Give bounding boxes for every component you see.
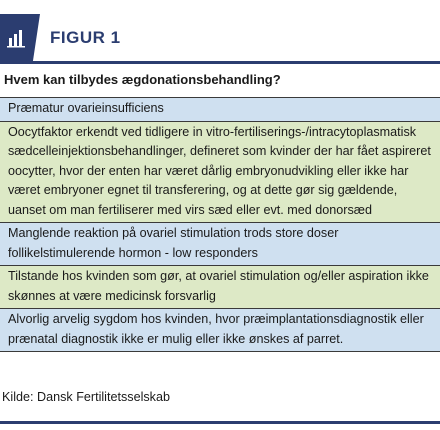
figure-label: FIGUR 1 (50, 28, 121, 47)
bottom-divider (0, 421, 440, 424)
figure-question: Hvem kan tilbydes ægdonationsbehandling? (4, 72, 281, 87)
table-row: Alvorlig arvelig sygdom hos kvinden, hvor præimplantationsdiagnostik eller prænatal diagnostik ikke er mulig eller ikke ønskes af parret. (0, 309, 440, 352)
table-row: Præmatur ovarieinsufficiens (0, 97, 440, 122)
criteria-table (0, 97, 440, 352)
table-row: Tilstande hos kvinden som gør, at ovariel stimulation og/eller aspiration ikke skønnes at være medicinsk forsvarlig (0, 266, 440, 309)
table-row: Oocytfaktor erkendt ved tidligere in vitro-fertiliserings-/intracytoplasmatisk sædcelleinjektionsbehandlinger, defineret som kvinder der har fået aspireret oocytter, hvor der enten har været dårlig embryonudvikling eller ikke har været embryoner egnet til transferering, og at dette gør sig gældende, uanset om man fertiliserer med virs sæd eller evt. med donorsæd (0, 122, 440, 224)
table-row: Manglende reaktion på ovariel stimulation trods store doser follikelstimulerende hormon - low responders (0, 223, 440, 266)
figure-source: Kilde: Dansk Fertilitetsselskab (2, 390, 170, 404)
header-divider (0, 61, 440, 64)
